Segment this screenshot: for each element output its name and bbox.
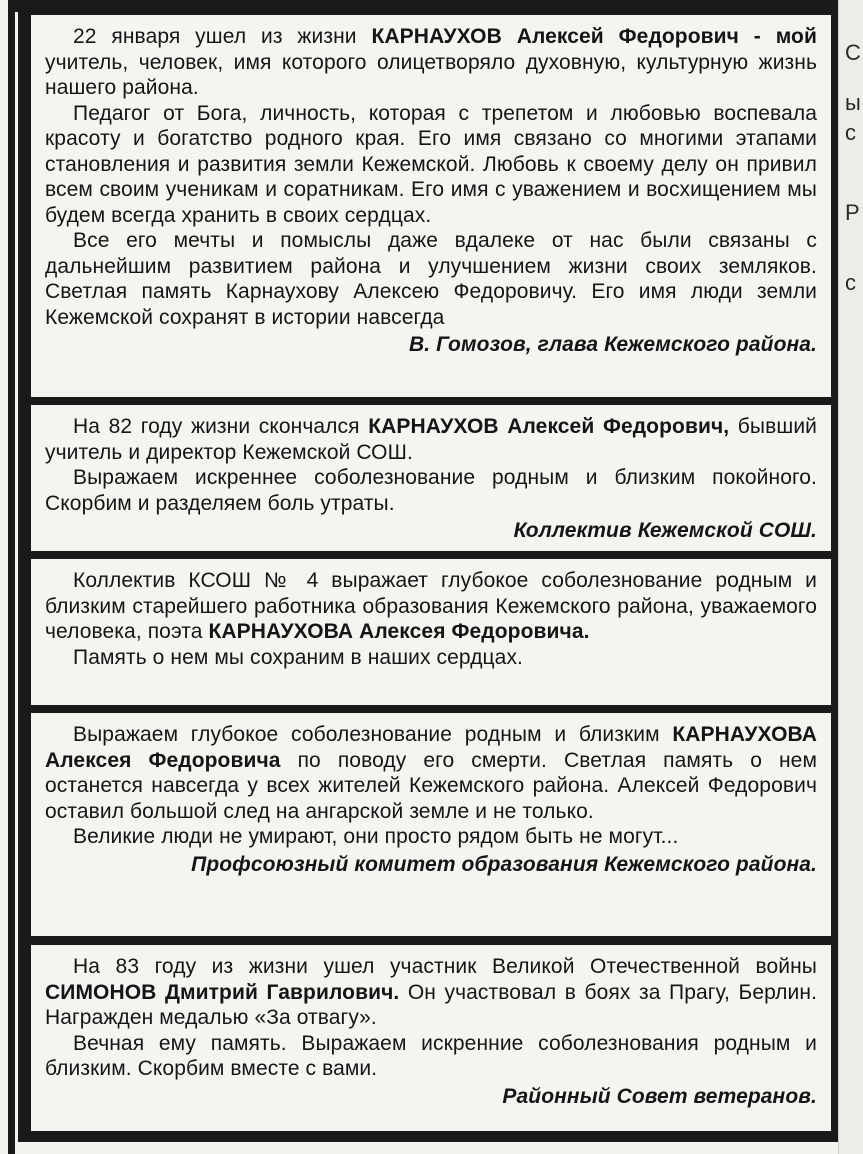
obituary-notice-trade-union (30, 712, 832, 937)
notice-paragraph (45, 24, 817, 101)
paragraph-text: Все его мечты и помыслы даже вдалеке от нас были связаны с дальнейшим развитием района и улучшением жизни своих земляков. Светлая память Карнаухову Алексею Федоровичу. Его имя люди земли Кежемской сохранят в истории навсегда (45, 229, 817, 329)
notice-paragraph (45, 1031, 817, 1082)
paragraph-text: Выражаем глубокое соболезнование родным и близким (73, 723, 673, 746)
paragraph-text: На 83 году из жизни ушел участник Великой Отечественной войны (73, 955, 817, 978)
obituary-notice-gomozov (30, 14, 832, 398)
adjacent-column-edge (838, 0, 863, 1154)
notice-paragraph (45, 954, 817, 1031)
notice-signature: Профсоюзный комитет образования Кежемского района. (191, 852, 817, 876)
paragraph-text: учитель, человек, имя которого олицетворяло духовную, культурную жизнь нашего района. (45, 50, 817, 99)
deceased-name: КАРНАУХОВ Алексей Федорович, (368, 415, 730, 438)
left-column-rule (8, 0, 15, 1154)
notice-signature: В. Гомозов, глава Кежемского района. (408, 333, 817, 356)
paragraph-text: 22 января ушел из жизни (73, 25, 372, 48)
bottom-column-rule (18, 1136, 838, 1142)
adjacent-column-glyph: с (845, 120, 856, 145)
paragraph-text: Педагог от Бога, личность, которая с трепетом и любовью воспевала красоту и богатство родного края. Его имя связано со многими этапами становления и развития земли Кежемской. Любовь к своему делу он привил всем своим ученикам и соратникам. Его имя с уважением и восхищением мы будем всегда хранить в своих сердцах. (45, 101, 817, 227)
deceased-name: СИМОНОВ Дмитрий Гаврилович. (45, 980, 400, 1004)
notice-paragraph (45, 824, 817, 850)
notice-paragraph (45, 568, 817, 645)
paragraph-text: Он участвовал в боях за Прагу, Берлин. Награжден медалью «За отвагу». (45, 980, 817, 1029)
notice-paragraph (45, 414, 817, 465)
deceased-name: КАРНАУХОВ Алексей Федорович - мой (371, 25, 817, 48)
obituary-notice-kezhemskaya-school (30, 404, 832, 552)
adjacent-column-glyph: с (845, 270, 856, 295)
notice-signature: Районный Совет ветеранов. (502, 1084, 817, 1108)
notice-paragraph (45, 722, 817, 824)
notice-paragraph (45, 228, 817, 330)
obituary-notice-veterans-council (30, 944, 832, 1132)
deceased-name: КАРНАУХОВА Алексея Федоровича. (208, 620, 590, 643)
paragraph-text: На 82 году жизни скончался (73, 415, 369, 438)
paragraph-text: Великие люди не умирают, они просто рядом быть не могут... (73, 825, 679, 848)
paragraph-text: Выражаем искреннее соболезнование родным и близким покойного. Скорбим и разделяем боль утраты. (45, 466, 817, 515)
paragraph-text: по поводу его смерти. Светлая память о нем останется навсегда у всех жителей Кежемского района. Алексей Федорович оставил большой след на ангарской земле и не только. (45, 748, 817, 823)
paragraph-text: Коллектив КСОШ № 4 выражает глубокое соболезнование родным и близким старейшего работника образования Кежемского района, уважаемого человека, поэта (45, 569, 817, 643)
adjacent-column-glyph: С (845, 40, 861, 65)
deceased-name: КАРНАУХОВА Алексея Федоровича (45, 723, 817, 772)
notice-signature: Коллектив Кежемской СОШ. (513, 519, 817, 542)
notice-paragraph (45, 645, 817, 671)
adjacent-column-glyph: ы (845, 90, 861, 115)
adjacent-column-glyph: Р (845, 200, 860, 225)
obituary-notice-ksosh-4 (30, 558, 832, 706)
paragraph-text: Память о нем мы сохраним в наших сердцах. (73, 645, 523, 669)
paragraph-text: Вечная ему память. Выражаем искренние соболезнования родным и близким. Скорбим вместе с вами. (45, 1031, 817, 1080)
notice-paragraph (45, 101, 817, 229)
paragraph-text: бывший учитель и директор Кежемской СОШ. (45, 415, 817, 464)
notice-paragraph (45, 465, 817, 516)
